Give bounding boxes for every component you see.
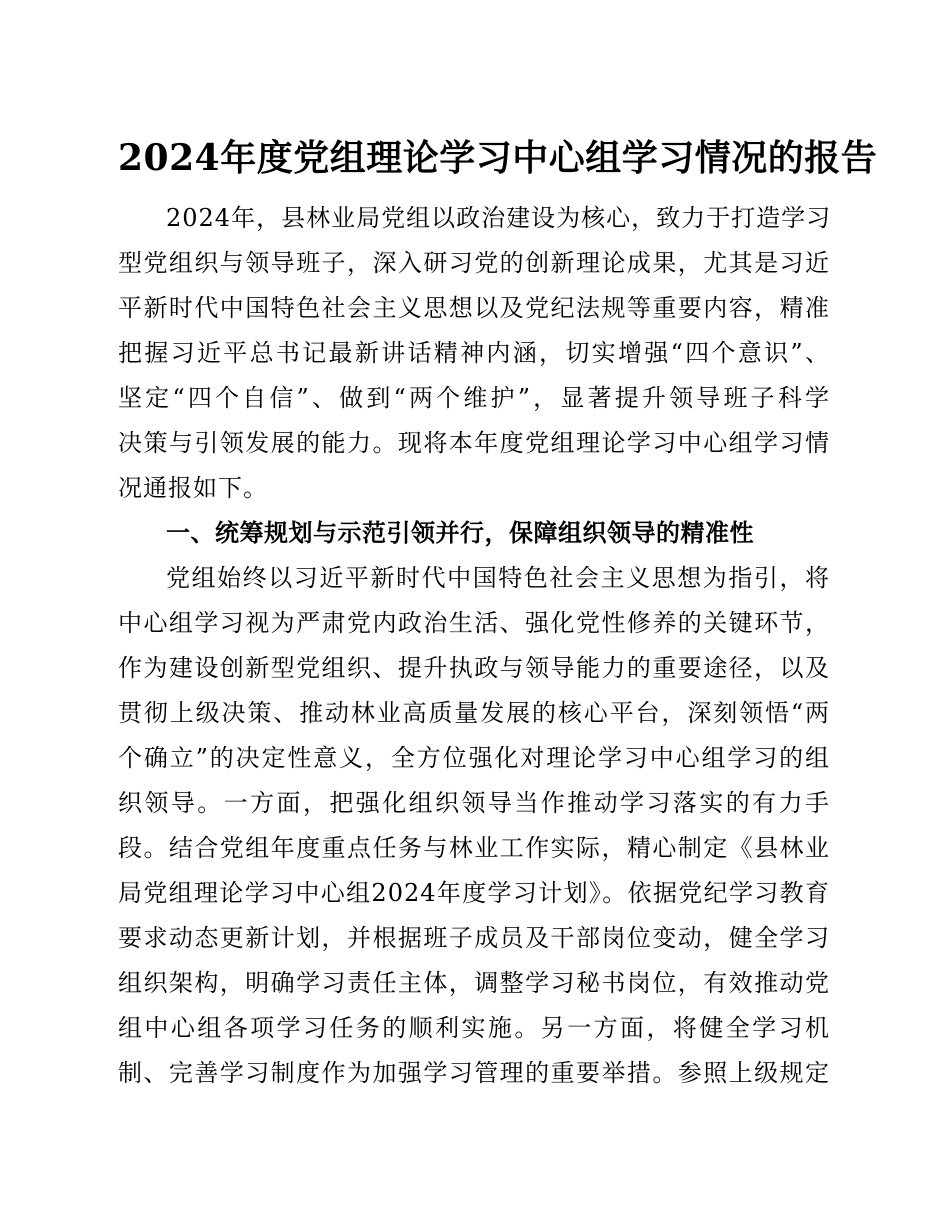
- paragraph-line: 把握习近平总书记最新讲话精神内涵，切实增强“四个意识”、: [118, 339, 830, 367]
- paragraph-line: 织领导。一方面，把强化组织领导当作推动学习落实的有力手: [118, 789, 830, 817]
- paragraph-line: 组织架构，明确学习责任主体，调整学习秘书岗位，有效推动党: [118, 969, 830, 997]
- paragraph-line: 党组始终以习近平新时代中国特色社会主义思想为指引，将: [166, 564, 830, 592]
- paragraph-line: 况通报如下。: [118, 474, 268, 502]
- paragraph-line: 2024年，县林业局党组以政治建设为核心，致力于打造学习: [166, 204, 832, 232]
- paragraph-line: 坚定“四个自信”、做到“两个维护”，显著提升领导班子科学: [118, 384, 830, 412]
- section-heading: 一、统筹规划与示范引领并行，保障组织领导的精准性: [166, 519, 754, 547]
- paragraph-line: 局党组理论学习中心组2024年度学习计划》。依据党纪学习教育: [118, 879, 830, 907]
- paragraph-line: 作为建设创新型党组织、提升执政与领导能力的重要途径，以及: [118, 654, 830, 682]
- paragraph-line: 组中心组各项学习任务的顺利实施。另一方面，将健全学习机: [118, 1014, 830, 1042]
- paragraph-line: 要求动态更新计划，并根据班子成员及干部岗位变动，健全学习: [118, 924, 830, 952]
- document-title: 2024年度党组理论学习中心组学习情况的报告: [118, 137, 878, 179]
- paragraph-line: 型党组织与领导班子，深入研习党的创新理论成果，尤其是习近: [118, 249, 830, 277]
- paragraph-line: 制、完善学习制度作为加强学习管理的重要举措。参照上级规定: [118, 1059, 830, 1087]
- paragraph-line: 中心组学习视为严肃党内政治生活、强化党性修养的关键环节，: [118, 609, 830, 637]
- paragraph-line: 平新时代中国特色社会主义思想以及党纪法规等重要内容，精准: [118, 294, 830, 322]
- paragraph-line: 个确立”的决定性意义，全方位强化对理论学习中心组学习的组: [118, 744, 830, 772]
- paragraph-line: 段。结合党组年度重点任务与林业工作实际，精心制定《县林业: [118, 834, 830, 862]
- paragraph-line: 决策与引领发展的能力。现将本年度党组理论学习中心组学习情: [118, 429, 830, 457]
- paragraph-line: 贯彻上级决策、推动林业高质量发展的核心平台，深刻领悟“两: [118, 699, 830, 727]
- document-body: [118, 196, 830, 1096]
